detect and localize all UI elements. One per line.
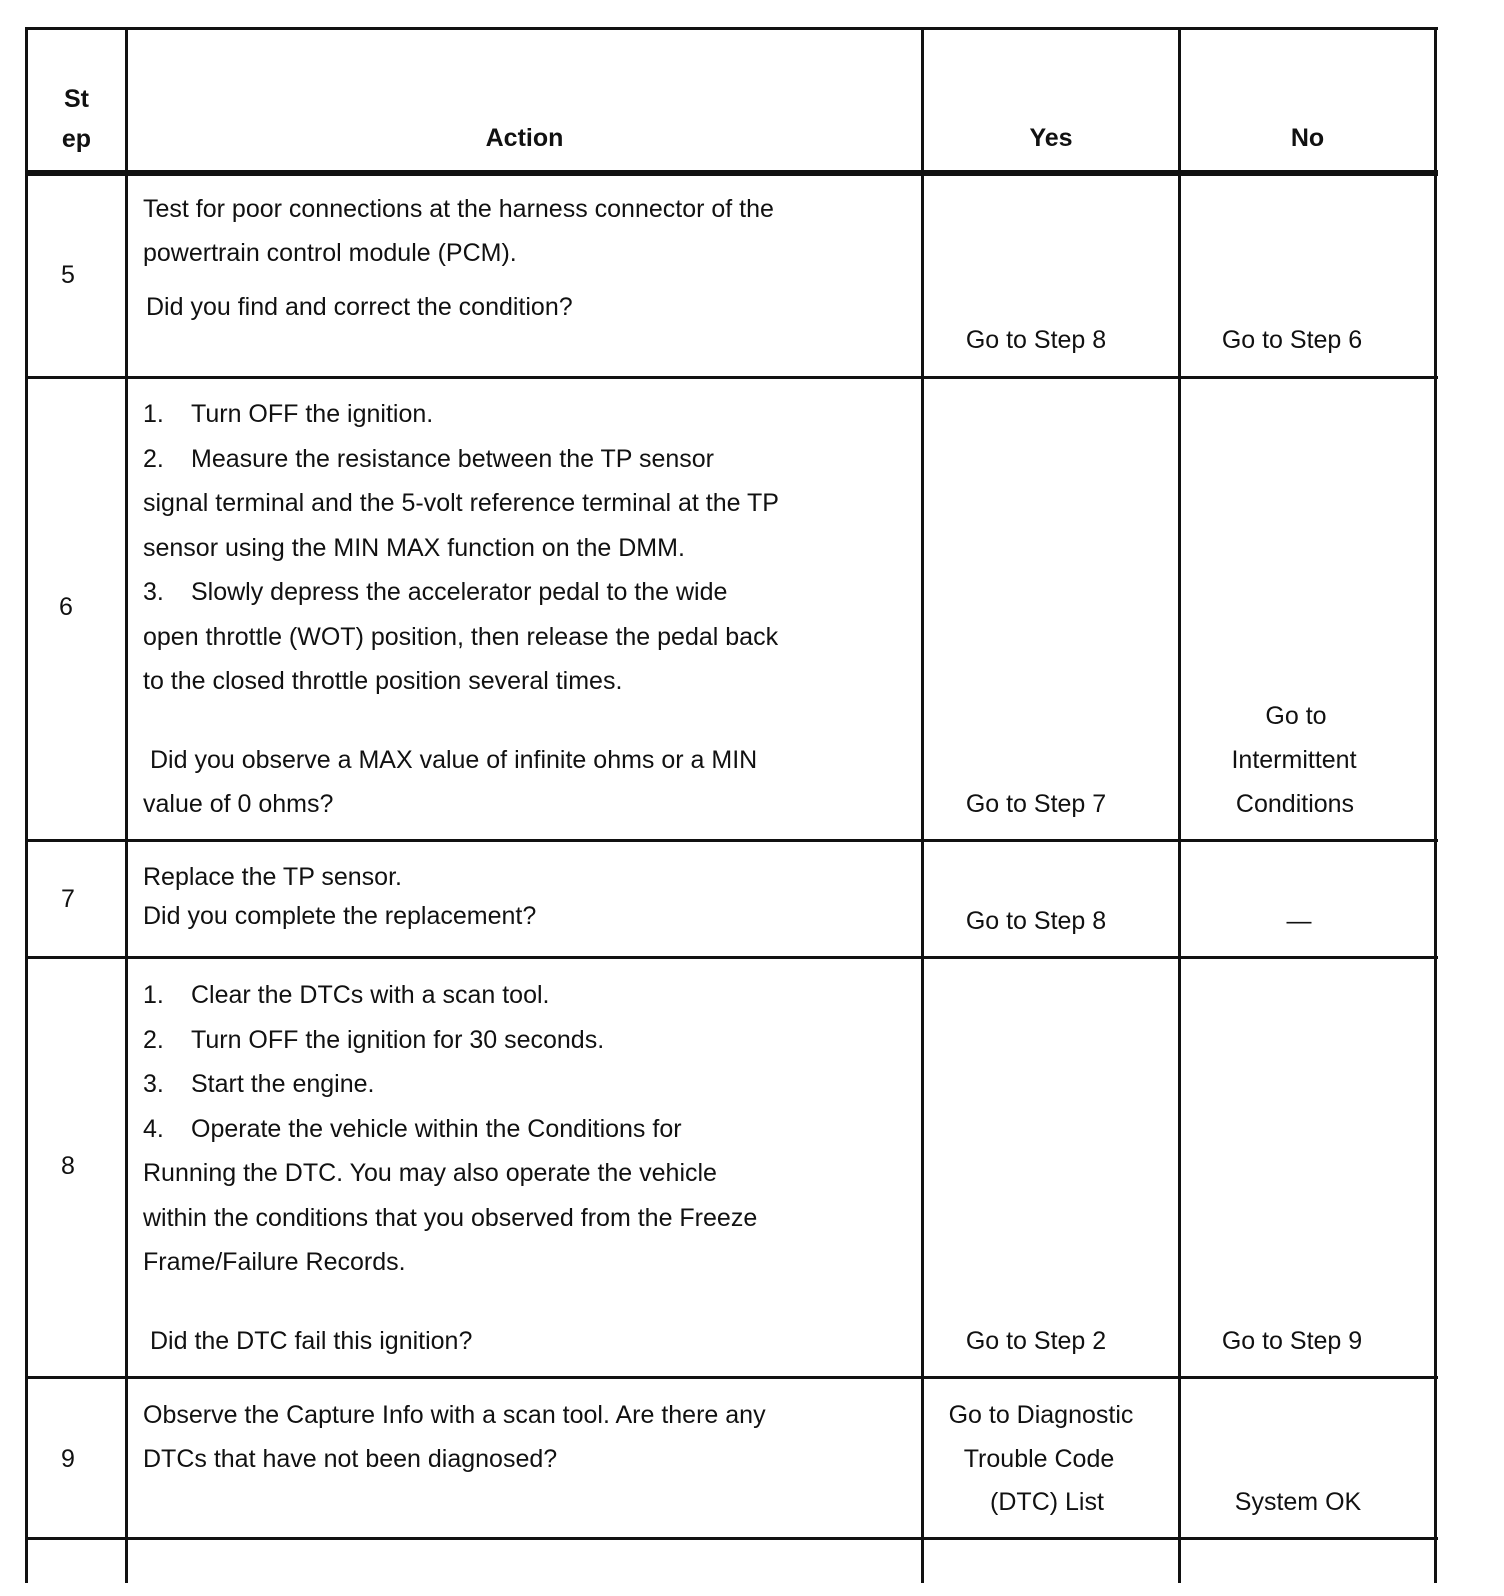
list-item: 2. Turn OFF the ignition for 30 seconds. — [143, 1025, 605, 1054]
list-item: 3. Start the engine. — [143, 1070, 375, 1098]
action-question: Did you complete the replacement? — [143, 902, 537, 930]
row-divider — [25, 1376, 1438, 1379]
header-step-line1: St — [64, 85, 89, 113]
table-border-top — [25, 27, 1438, 30]
yes-result-line: (DTC) List — [990, 1488, 1104, 1516]
action-text-line: Test for poor connections at the harness connector of the — [143, 195, 774, 223]
list-item-continuation: open throttle (WOT) position, then release the pedal back — [143, 622, 779, 651]
list-item-continuation: Running the DTC. You may also operate the vehicle — [143, 1159, 717, 1187]
yes-result: Go to Step 7 — [965, 790, 1107, 818]
list-item: 1. Turn OFF the ignition. — [143, 400, 434, 428]
yes-result: Go to Step 8 — [965, 326, 1107, 354]
header-divider — [25, 170, 1438, 176]
no-result: Go to Step 6 — [1221, 326, 1363, 354]
action-text-line: Replace the TP sensor. — [143, 863, 402, 891]
yes-result: Go to Step 2 — [965, 1327, 1107, 1355]
row-divider — [25, 376, 1438, 379]
no-result-line: Intermittent — [1231, 746, 1357, 774]
list-item-continuation: signal terminal and the 5-volt reference terminal at the TP — [143, 489, 779, 517]
action-question: Did you find and correct the condition? — [146, 293, 573, 321]
list-item: 2. Measure the resistance between the TP sensor — [143, 444, 714, 473]
yes-result-line: Go to Diagnostic — [948, 1401, 1134, 1429]
list-item: 3. Slowly depress the accelerator pedal to the wide — [143, 578, 728, 606]
header-step — [28, 79, 125, 159]
no-result-line: Go to — [1265, 702, 1327, 730]
no-result-line: Conditions — [1235, 790, 1355, 818]
list-item-continuation: sensor using the MIN MAX function on the DMM. — [143, 533, 685, 562]
action-steps-list — [143, 392, 779, 704]
action-question: Did the DTC fail this ignition? — [150, 1327, 473, 1355]
action-question: value of 0 ohms? — [143, 790, 334, 818]
action-text-line: powertrain control module (PCM). — [143, 239, 517, 267]
list-item-continuation: within the conditions that you observed from the Freeze — [143, 1203, 758, 1232]
action-text-line: Observe the Capture Info with a scan tool. Are there any — [143, 1401, 766, 1429]
diagnostic-table — [25, 27, 1438, 1583]
header-no: No — [1290, 124, 1325, 152]
step-number: 5 — [61, 261, 75, 289]
list-item-continuation: Frame/Failure Records. — [143, 1248, 406, 1276]
column-divider — [125, 27, 128, 1583]
step-number: 8 — [61, 1152, 75, 1180]
header-step-line2: ep — [61, 125, 92, 153]
step-number: 9 — [61, 1445, 75, 1473]
action-steps-list — [143, 973, 757, 1285]
action-question: Did you observe a MAX value of infinite ohms or a MIN — [150, 746, 758, 774]
no-result: — — [1286, 907, 1312, 935]
row-divider — [25, 956, 1438, 959]
header-action: Action — [485, 124, 564, 152]
table-border-bottom — [25, 1537, 1438, 1540]
table-border-right — [1434, 27, 1437, 1583]
list-item: 4. Operate the vehicle within the Conditions for — [143, 1114, 682, 1143]
yes-result: Go to Step 8 — [965, 907, 1107, 935]
step-number: 6 — [59, 593, 73, 621]
row-divider — [25, 839, 1438, 842]
action-question: DTCs that have not been diagnosed? — [143, 1445, 558, 1473]
no-result: Go to Step 9 — [1221, 1327, 1363, 1355]
header-yes: Yes — [1029, 124, 1073, 152]
no-result: System OK — [1234, 1488, 1362, 1516]
yes-result-line: Trouble Code — [963, 1445, 1115, 1473]
step-number: 7 — [61, 885, 75, 913]
list-item-continuation: to the closed throttle position several times. — [143, 667, 623, 695]
list-item: 1. Clear the DTCs with a scan tool. — [143, 981, 550, 1009]
